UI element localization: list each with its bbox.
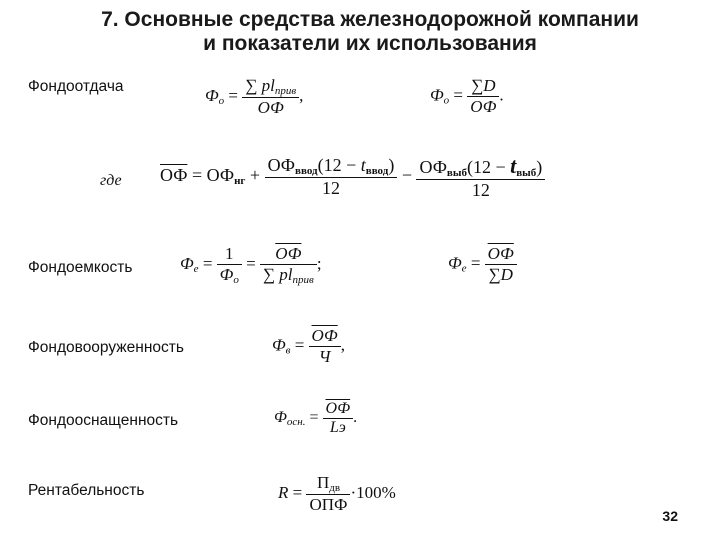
vyb-denominator: 12 — [416, 179, 545, 201]
fo-symbol: Ф — [205, 85, 219, 105]
vvod-denominator: 12 — [265, 177, 398, 199]
vyb-sub: выб — [446, 167, 467, 179]
priv-sub: прив — [292, 274, 314, 286]
eq: = — [191, 165, 203, 186]
vvod-sub: ввод — [295, 165, 318, 177]
fe-den-1 — [217, 264, 242, 286]
eq: = — [470, 253, 481, 273]
fv-symbol: Ф — [272, 335, 286, 355]
pl: pl — [279, 265, 293, 284]
fe-symbol: Ф — [448, 253, 462, 273]
vyb-numerator — [416, 153, 545, 179]
label-rentabelnost: Рентабельность — [28, 482, 145, 499]
fosn-sub: осн. — [286, 416, 306, 429]
vvod-fraction — [265, 155, 398, 199]
formula-fo-1 — [205, 76, 303, 118]
label-fondovooruzhennost: Фондовооруженность — [28, 339, 184, 356]
twelve-minus: (12 − — [317, 155, 361, 175]
of-avg: ОФ — [160, 165, 188, 186]
fe-symbol: Ф — [180, 253, 194, 273]
plus: + — [249, 165, 261, 186]
p: П — [316, 473, 330, 492]
sum-sign: ∑ — [488, 265, 501, 284]
vyb-sub-2: выб — [516, 167, 537, 179]
fo-symbol: Ф — [430, 85, 444, 105]
vvod-numerator — [265, 155, 398, 177]
close-paren: ) — [536, 157, 543, 177]
fe2-den — [485, 264, 517, 285]
fosn-fraction — [323, 400, 354, 437]
title-line-2: и показатели их использования — [203, 32, 537, 55]
label-fondoosnashchennost: Фондооснащенность — [28, 412, 179, 429]
eq: = — [228, 85, 239, 105]
close-paren: ) — [388, 155, 395, 175]
label-fondoemkost: Фондоемкость — [28, 259, 133, 276]
t: t — [510, 153, 517, 178]
eq: = — [202, 253, 213, 273]
of: ОФ — [311, 326, 338, 345]
formula-fosn — [274, 400, 357, 437]
formula-fv — [272, 326, 345, 367]
eq-2: = — [246, 253, 256, 273]
page-number: 32 — [662, 508, 678, 524]
ng-sub: нг — [234, 175, 246, 188]
fe-sub: е — [461, 262, 467, 275]
of: ОФ — [267, 155, 296, 175]
of-ng: ОФ — [206, 165, 235, 186]
fv-fraction — [309, 326, 341, 367]
vvod-sub-2: ввод — [365, 165, 389, 177]
d: D — [500, 265, 513, 284]
comma: , — [340, 335, 345, 355]
times-100: ·100% — [350, 482, 396, 502]
d: D — [483, 76, 496, 95]
semicolon: ; — [316, 253, 322, 273]
fe-fraction-2 — [260, 244, 317, 286]
formula-fe-2 — [448, 244, 517, 285]
fe2-fraction — [485, 244, 517, 285]
fe-den-2 — [260, 264, 317, 286]
pl: pl — [261, 76, 275, 95]
one: 1 — [224, 244, 234, 263]
fo-symbol: Ф — [219, 265, 234, 284]
fo-numerator — [242, 76, 299, 97]
fo-sub: о — [218, 94, 225, 107]
le: Lэ — [323, 418, 354, 437]
t: t — [360, 155, 366, 175]
sum-sign: ∑ — [471, 76, 484, 95]
opf: ОПФ — [306, 494, 350, 515]
of: ОФ — [419, 157, 447, 177]
fo2-denominator: ОФ — [467, 96, 499, 117]
sum-sign: ∑ — [262, 265, 276, 284]
ch: Ч — [309, 346, 341, 367]
gde-label: где — [100, 172, 122, 189]
fo-sub: о — [443, 94, 450, 107]
formula-of-avg — [160, 153, 545, 201]
dot: . — [499, 85, 504, 105]
comma: , — [299, 85, 304, 105]
fo2-numerator — [467, 76, 499, 96]
eq: = — [309, 409, 319, 427]
of: ОФ — [487, 244, 514, 263]
priv-sub: прив — [274, 85, 297, 97]
eq: = — [294, 335, 305, 355]
fosn-symbol: Ф — [274, 409, 287, 427]
formula-r — [278, 473, 396, 515]
r-symbol: R — [278, 482, 289, 502]
p-sub: дв — [329, 482, 341, 494]
fo-sub: о — [233, 274, 239, 286]
fo-denominator: ОФ — [242, 97, 299, 118]
fo2-fraction — [467, 76, 499, 117]
of: ОФ — [325, 400, 351, 417]
dot: . — [353, 409, 358, 427]
of: ОФ — [275, 244, 302, 263]
formula-fe-1 — [180, 244, 322, 286]
formula-fo-2 — [430, 76, 504, 117]
sum-sign: ∑ — [245, 76, 258, 95]
fe-fraction-1 — [217, 244, 242, 286]
fe-sub: е — [193, 262, 199, 275]
minus: − — [401, 165, 412, 186]
vyb-fraction — [416, 153, 545, 201]
r-numerator — [306, 473, 350, 494]
twelve-minus: (12 − — [466, 157, 511, 177]
title-line-1: 7. Основные средства железнодорожной компании — [101, 8, 639, 31]
fo-fraction — [242, 76, 299, 118]
fv-sub: в — [285, 344, 291, 357]
eq: = — [292, 482, 303, 502]
slide-title — [60, 8, 680, 56]
label-fondootdacha: Фондоотдача — [28, 78, 124, 95]
eq: = — [453, 85, 464, 105]
r-fraction — [306, 473, 350, 515]
